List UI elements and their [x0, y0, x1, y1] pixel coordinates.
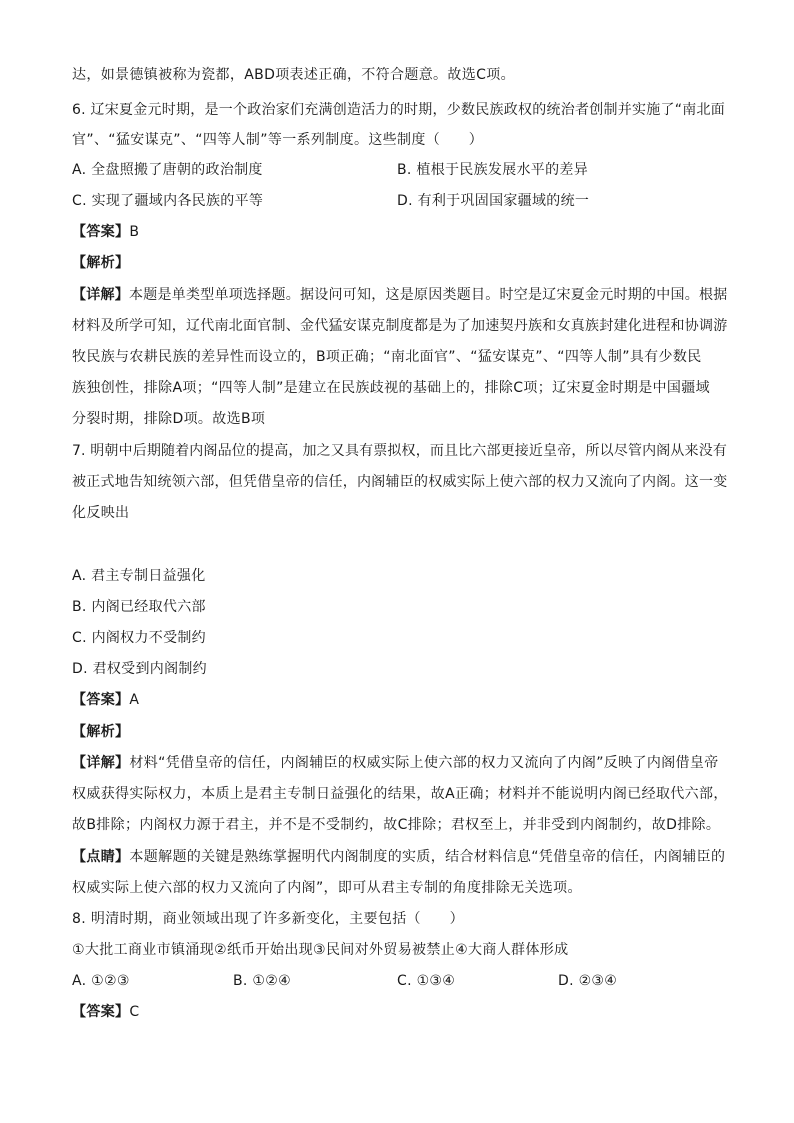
q6-option-c: C. 实现了疆域内各民族的平等 — [72, 193, 264, 209]
q8-stem-line-1: 8. 明清时期，商业领域出现了许多新变化，主要包括（ ） — [72, 911, 464, 927]
q8-stem-line-2: ①大批工商业市镇涌现②纸币开始出现③民间对外贸易被禁止④大商人群体形成 — [72, 942, 569, 958]
q7-detail-line-1: 【详解】材料“凭借皇帝的信任，内阁辅臣的权威实际上使六部的权力又流向了内阁”反映了内阁借皇帝 — [72, 755, 719, 771]
q6-stem-line-1: 6. 辽宋夏金元时期，是一个政治家们充满创造活力的时期，少数民族政权的统治者创制并实施了“南北面 — [72, 102, 726, 118]
q7-comment-tag: 【点睛】 — [72, 849, 130, 865]
q6-answer-tag: 【答案】 — [72, 224, 130, 240]
q7-detail-tag: 【详解】 — [72, 755, 130, 771]
q8-answer: C — [129, 1004, 140, 1020]
q6-detail-line-1: 【详解】本题是单类型单项选择题。据设问可知，这是原因类题目。时空是辽宋夏金元时期的中国。根据 — [72, 287, 728, 303]
q7-analysis-heading: 【解析】 — [72, 724, 130, 740]
q8-answer-tag: 【答案】 — [72, 1004, 130, 1020]
q6-answer-line — [72, 222, 139, 242]
q6-detail-line-4: 族独创性，排除A项；“四等人制”是建立在民族歧视的基础上的，排除C项；辽宋夏金时期是中国疆域 — [72, 380, 710, 396]
q6-option-b: B. 植根于民族发展水平的差异 — [397, 162, 589, 178]
q7-stem-line-1: 7. 明朝中后期随着内阁品位的提高，加之又具有票拟权，而且比六部更接近皇帝，所以尽管内阁从来没有 — [72, 443, 728, 459]
q6-detail-line-2: 材料及所学可知，辽代南北面官制、金代猛安谋克制度都是为了加速契丹族和女真族封建化进程和协调游 — [72, 318, 728, 334]
q7-answer: A — [129, 692, 140, 708]
q8-answer-line — [72, 1002, 140, 1022]
q6-stem-line-2: 官”、“猛安谋克”、“四等人制”等一系列制度。这些制度（ ） — [72, 132, 484, 148]
q8-option-d: D. ②③④ — [558, 973, 618, 989]
q7-option-d: D. 君权受到内阁制约 — [72, 661, 207, 677]
q7-detail-line-2: 权威获得实际权力，本质上是君主专制日益强化的结果，故A正确；材料并不能说明内阁已经取代六部， — [72, 786, 728, 802]
q6-detail-line-3: 牧民族与农耕民族的差异性而设立的，B项正确；“南北面官”、“猛安谋克”、“四等人制”具有少数民 — [72, 349, 702, 365]
q7-option-c: C. 内阁权力不受制约 — [72, 630, 206, 646]
q6-answer: B — [129, 224, 140, 240]
q7-detail-line-3: 故B排除；内阁权力源于君主，并不是不受制约，故C排除；君权至上，并非受到内阁制约，故D排除。 — [72, 817, 721, 833]
q6-detail-tag: 【详解】 — [72, 287, 129, 303]
q7-option-a: A. 君主专制日益强化 — [72, 568, 206, 584]
q7-stem-line-3: 化反映出 — [72, 505, 130, 521]
q7-stem-line-2: 被正式地告知统领六部，但凭借皇帝的信任，内阁辅臣的权威实际上使六部的权力又流向了内阁。这一变 — [72, 474, 728, 490]
q6-detail-line-5: 分裂时期，排除D项。故选B项 — [72, 411, 266, 427]
q8-option-c: C. ①③④ — [397, 973, 456, 989]
q8-option-a: A. ①②③ — [72, 973, 130, 989]
q7-answer-tag: 【答案】 — [72, 692, 130, 708]
q6-analysis-heading: 【解析】 — [72, 255, 130, 271]
q7-option-b: B. 内阁已经取代六部 — [72, 599, 206, 615]
q6-option-a: A. 全盘照搬了唐朝的政治制度 — [72, 162, 263, 178]
intro-line: 达，如景德镇被称为瓷都，ABD项表述正确，不符合题意。故选C项。 — [72, 67, 515, 83]
q7-comment-line-2: 权威实际上使六部的权力又流向了内阁”，即可从君主专制的角度排除无关选项。 — [72, 880, 582, 896]
q7-comment-line-1: 【点睛】本题解题的关键是熟练掌握明代内阁制度的实质，结合材料信息“凭借皇帝的信任，内阁辅臣的 — [72, 849, 726, 865]
q6-option-d: D. 有利于巩固国家疆域的统一 — [397, 193, 590, 209]
q8-option-b: B. ①②④ — [233, 973, 291, 989]
q7-answer-line — [72, 690, 139, 710]
